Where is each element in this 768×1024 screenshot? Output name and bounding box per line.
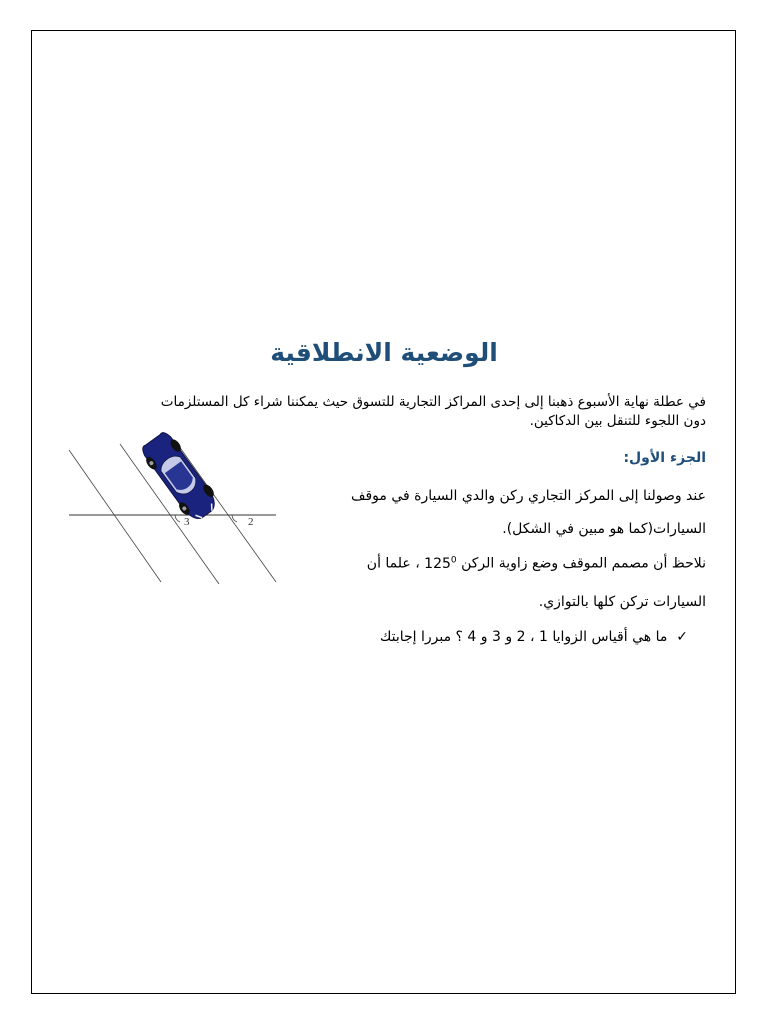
- part1-heading: الجزء الأول:: [623, 450, 706, 466]
- intro-line-1: في عطلة نهاية الأسبوع ذهبنا إلى إحدى المراكز التجارية للتسوق حيث يمكننا شراء كل المستلزمات: [160, 394, 706, 410]
- angle-value: [424, 556, 456, 572]
- part1-sentence-1a: عند وصولنا إلى المركز التجاري ركن والدي السيارة في موقف: [350, 488, 706, 504]
- part1-sentence-2b: السيارات تركن كلها بالتوازي.: [538, 594, 706, 610]
- angle-number: 125: [424, 555, 451, 572]
- question-text: ما هي أقياس الزوايا 1 ، 2 و 3 و 4 ؟ مبررا إجابتك: [379, 629, 668, 645]
- sentence-2a-pre: نلاحظ أن مصمم الموقف وضع زاوية الركن: [456, 555, 706, 572]
- part1-sentence-1b: السيارات(كما هو مبين في الشكل).: [502, 521, 706, 537]
- sentence-2a-post: ، علما أن: [366, 555, 420, 572]
- intro-line-2: دون اللجوء للتنقل بين الدكاكين.: [529, 413, 706, 429]
- part1-question: [380, 629, 688, 645]
- check-icon: ✓: [676, 629, 688, 645]
- page-title: الوضعية الانطلاقية: [270, 338, 498, 367]
- car-icon: [137, 432, 222, 525]
- angle-degree: 0: [450, 555, 457, 565]
- part1-sentence-2a: [367, 555, 706, 572]
- slanted-line-1: [69, 450, 161, 582]
- parking-figure: [66, 432, 282, 590]
- angle-label-2: 2: [248, 516, 254, 528]
- angle-label-3: 3: [184, 516, 190, 528]
- angle-arc-3: [175, 515, 180, 522]
